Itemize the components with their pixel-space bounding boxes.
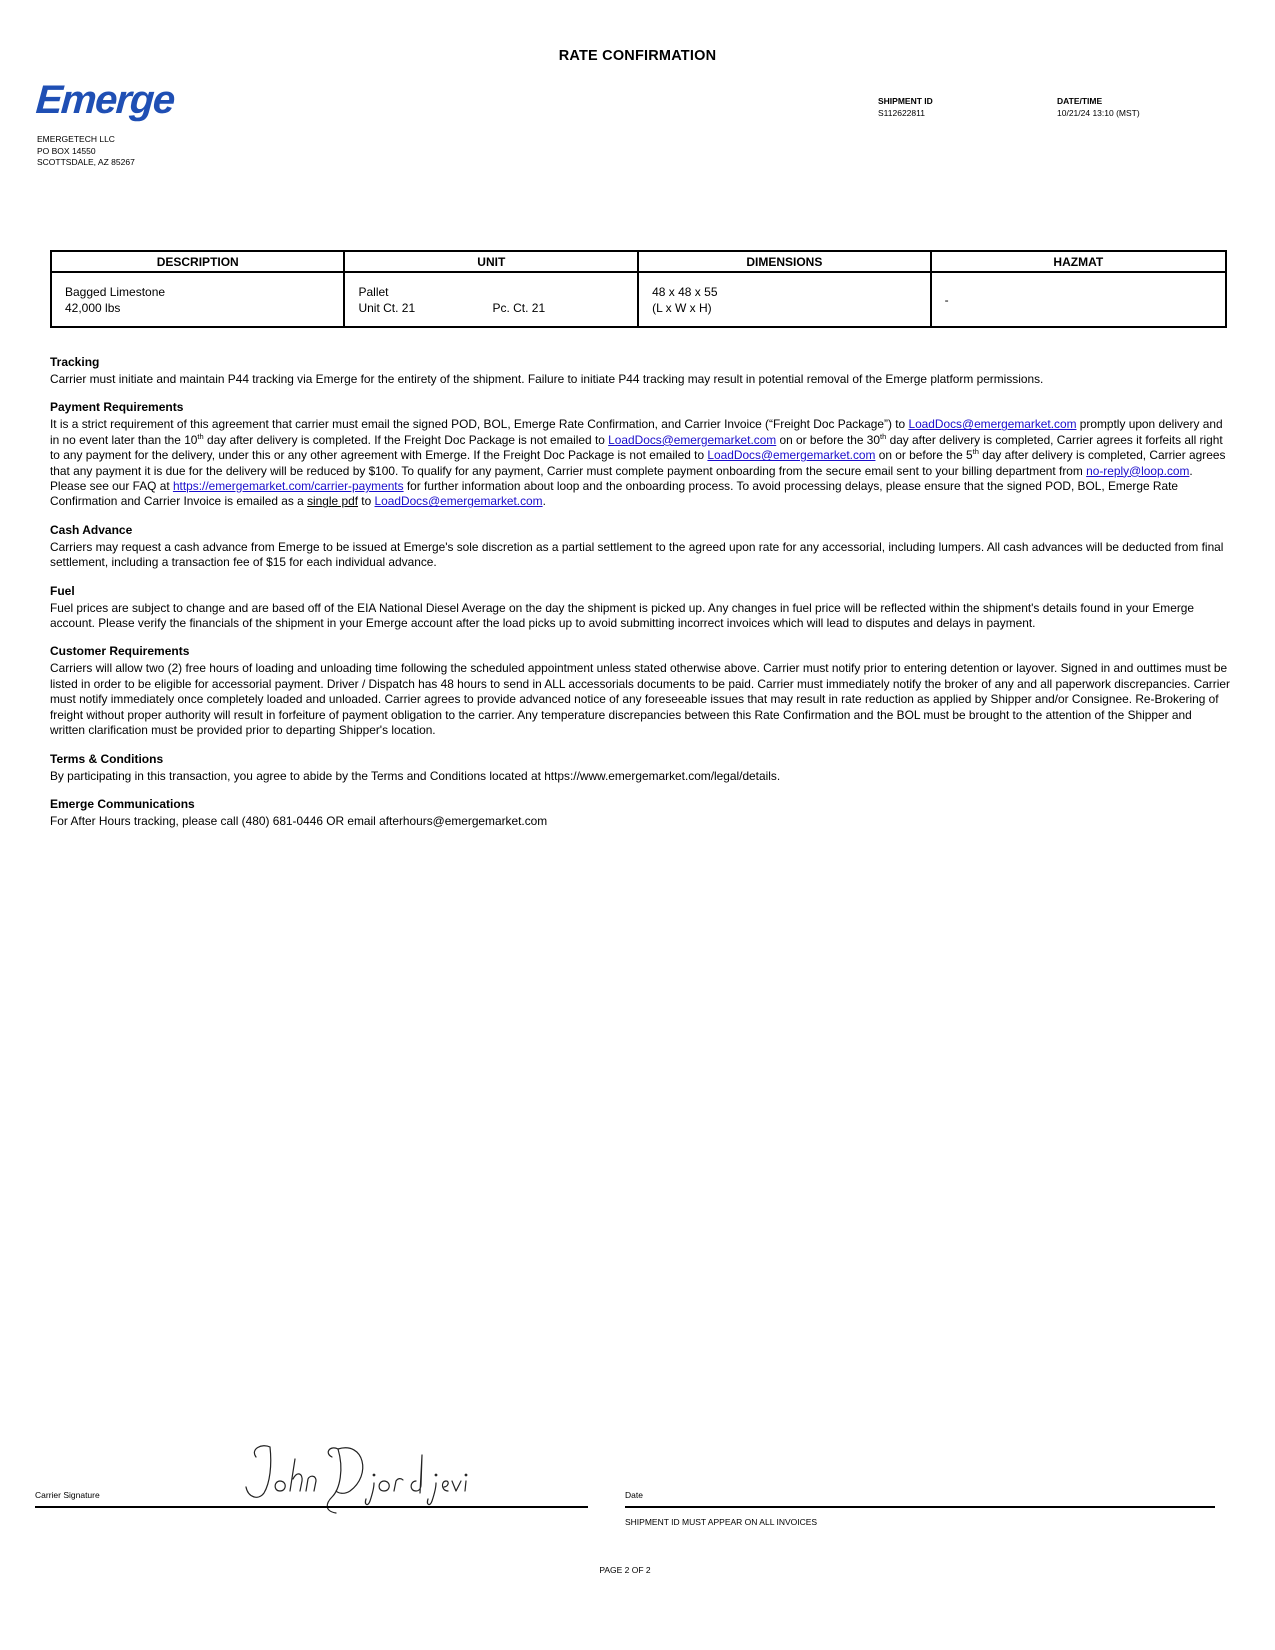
section-body [50,417,1230,509]
shipment-id-label: SHIPMENT ID [878,96,933,106]
shipment-id-block [878,96,933,118]
text-run: for further information about loop and the onboarding process. To avoid processing delays, please ensure that the signed POD, BOL, Emerge Rate Confirmation and Carrier Invoice is emailed as a [50,479,1179,509]
section-terms [50,752,1230,784]
table-row [51,272,1226,327]
datetime-label: DATE/TIME [1057,96,1103,106]
section-body: Carriers will allow two (2) free hours of loading and unloading time following the scheduled appointment unless stated otherwise above. Carrier must notify prior to entering detention or layover. Signed in and outtimes must be listed in order to be eligible for accessorial payment. Driver / Dispatch has 48 hours to send in ALL accessorials documents to be paid. Carrier must immediately notify the broker of any and all paperwork discrepancies. Carrier must notify immediately once completely loaded and unloaded. Carrier agrees to provide advanced notice of any foreseeable issues that may result in rate reduction as applied by Shipper and/or Consignee. Re-Brokering of freight without proper authority will result in forfeiture of payment obligation to the carrier. Any temperature discrepancies between this Rate Confirmation and the BOL must be brought to the attention of the Shipper and written clarification must be provided prior to departing Shipper's location. [50,661,1230,738]
item-dimensions-legend: (L x W x H) [652,300,712,315]
items-table [50,250,1227,328]
superscript: th [197,431,204,441]
section-body: Carriers may request a cash advance from Emerge to be issued at Emerge's sole discretion as a partial settlement to the agreed upon rate for any accessorial, including lumpers. All cash advances will be deducted from final settlement, including a transaction fee of $15 for each individual advance. [50,539,1224,570]
carrier-signature-image [240,1435,470,1515]
text-run: on or before the 30 [776,432,881,447]
shipment-id-value: S112622811 [878,108,925,118]
section-cash-advance [50,523,1230,571]
section-communications [50,797,1230,829]
items-table-header [51,251,1226,272]
text-run: . [542,494,546,509]
text-run: day after delivery is completed, Carrier agrees that any payment it is due for the delivery will be reduced by $100. To qualify for any payment, Carrier must complete payment onboarding from the secure email sent to your billing department from [50,448,1226,478]
section-body: Carrier must initiate and maintain P44 tracking via Emerge for the entirety of the shipment. Failure to initiate P44 tracking may result in potential removal of the Emerge platform permissions. [50,372,1044,386]
text-run: It is a strict requirement of this agreement that carrier must email the signed POD, BOL, Emerge Rate Confirmation, and Carrier Invoice (“Freight Doc Package”) to [50,417,909,432]
section-heading: Tracking [50,355,100,369]
loaddocs-email-link[interactable]: LoadDocs@emergemarket.com [374,494,543,509]
section-tracking [50,355,1230,387]
cell-unit [344,272,638,327]
carrier-signature-line [35,1506,588,1508]
item-weight: 42,000 lbs [65,300,121,315]
datetime-block [1057,96,1140,118]
cell-hazmat: - [931,272,1226,327]
superscript: th [972,447,979,457]
item-description: Bagged Limestone [65,284,166,299]
faq-link[interactable]: https://emergemarket.com/carrier-payments [172,479,404,494]
cell-dimensions [638,272,930,327]
loaddocs-email-link[interactable]: LoadDocs@emergemarket.com [707,448,876,463]
company-address-line1: PO BOX 14550 [37,145,96,156]
header-unit: UNIT [344,251,638,272]
company-address-line2: SCOTTSDALE, AZ 85267 [37,157,135,167]
text-run: on or before the 5 [875,448,973,463]
company-address [37,134,135,169]
text-run: to [358,494,375,509]
section-heading: Customer Requirements [50,644,190,659]
superscript: th [880,431,887,441]
text-run: day after delivery is completed. If the Freight Doc Package is not emailed to [203,432,609,447]
loaddocs-email-link[interactable]: LoadDocs@emergemarket.com [608,432,777,447]
page-title: RATE CONFIRMATION [558,48,717,64]
section-fuel [50,584,1230,632]
noreply-email-link[interactable]: no-reply@loop.com [1086,463,1190,478]
date-line [625,1506,1215,1508]
section-heading: Cash Advance [50,522,133,537]
section-customer-requirements [50,644,1230,738]
item-piece-count: Pc. Ct. 21 [492,300,546,315]
section-payment [50,400,1230,509]
loaddocs-email-link[interactable]: LoadDocs@emergemarket.com [908,417,1077,432]
item-unit: Pallet [358,284,389,299]
item-dimensions: 48 x 48 x 55 [652,284,718,299]
company-name: EMERGETECH LLC [37,134,115,144]
date-label: Date [625,1490,643,1500]
text-run: . Please see our FAQ at [50,463,1193,494]
invoice-notice: SHIPMENT ID MUST APPEAR ON ALL INVOICES [625,1517,818,1527]
header-hazmat: HAZMAT [931,251,1226,272]
section-body: Fuel prices are subject to change and are based off of the EIA National Diesel Average on the day the shipment is picked up. Any changes in fuel price will be reflected within the shipment's details found in your Emerge account. Please verify the financials of the shipment in your Emerge account after the load picks up to avoid submitting incorrect invoices which will lead to disputes and delays in payment. [50,600,1195,631]
single-pdf-emphasis: single pdf [307,494,358,509]
page-number: PAGE 2 OF 2 [599,1565,651,1575]
text-run: promptly upon delivery and in no event later than the 10 [50,417,1223,447]
section-heading: Fuel [50,583,75,598]
text-run: day after delivery is completed, Carrier agrees it forfeits all right to any payment for the delivery, under this or any other agreement with Emerge. If the Freight Doc Package is not emailed to [50,432,1223,463]
carrier-signature-label: Carrier Signature [35,1490,100,1500]
section-heading: Emerge Communications [50,796,195,811]
item-unit-count: Unit Ct. 21 [358,300,416,315]
header-description: DESCRIPTION [51,251,344,272]
section-body: By participating in this transaction, you agree to abide by the Terms and Conditions located at https://www.emergemarket.com/legal/details. [50,768,781,783]
section-heading: Terms & Conditions [50,751,164,766]
terms-sections [50,355,1230,842]
cell-description [51,272,344,327]
section-heading: Payment Requirements [50,400,184,415]
section-body: For After Hours tracking, please call (480) 681-0446 OR email afterhours@emergemarket.com [50,813,548,828]
header-dimensions: DIMENSIONS [638,251,930,272]
company-logo: Emerge [34,78,176,122]
datetime-value: 10/21/24 13:10 (MST) [1057,108,1140,118]
